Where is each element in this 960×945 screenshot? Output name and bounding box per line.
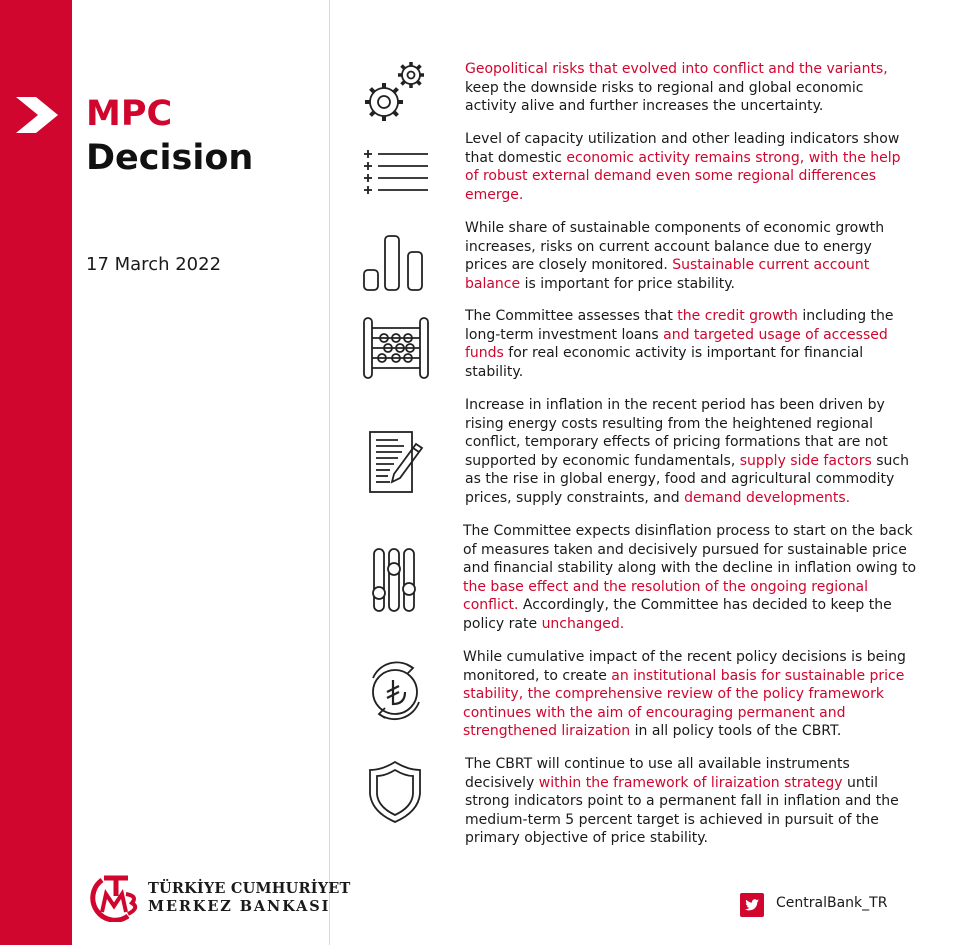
body-text: Level of capacity utilization and other leading indicators show that domestic <box>465 131 900 166</box>
body-text: for real economic activity is important for financial stability. <box>465 345 864 380</box>
bank-name-line-1: TÜRKİYE CUMHURİYET <box>148 880 351 897</box>
body-text: in all policy tools of the CBRT. <box>630 723 842 739</box>
document-pen-icon <box>368 430 426 496</box>
highlight-text: supply side factors <box>739 452 872 469</box>
highlight-text: demand developments. <box>684 489 851 506</box>
gears-icon <box>362 60 430 126</box>
title-line-1: MPC <box>86 94 173 134</box>
item-text-5 <box>465 396 920 507</box>
twitter-icon[interactable] <box>740 893 764 917</box>
highlight-text: within the framework of liraization strategy <box>538 774 843 791</box>
highlight-text: economic activity remains strong, with the help of robust external demand even some regional differences emerge. <box>465 149 901 203</box>
highlight-text: the base effect and the resolution of the ongoing regional conflict. <box>463 578 869 613</box>
body-text: The CBRT will continue to use all available instruments decisively <box>465 756 850 791</box>
highlight-text: Geopolitical risks that evolved into conflict and the variants, <box>465 61 888 77</box>
item-text-3 <box>465 219 895 293</box>
chevron-right-icon <box>16 97 58 133</box>
shield-icon <box>368 760 422 824</box>
highlight-text: and targeted usage of accessed funds <box>465 326 888 361</box>
item-text-7 <box>463 648 918 741</box>
body-text: The Committee expects disinflation process to start on the back of measures taken and decisively pursued for sustainable price and financial stability along with the decline in inflation owing to <box>463 523 917 576</box>
lira-cycle-icon <box>361 658 429 724</box>
item-text-8 <box>465 755 913 848</box>
twitter-handle[interactable]: CentralBank_TR <box>776 895 888 911</box>
body-text: including the long-term investment loans <box>465 308 894 343</box>
title-line-2: Decision <box>86 138 254 178</box>
sliders-icon <box>370 547 418 613</box>
highlight-text: Sustainable current account balance <box>465 257 870 292</box>
item-text-6 <box>463 522 918 633</box>
highlight-text: unchanged. <box>541 615 625 632</box>
item-text-1 <box>465 60 905 116</box>
item-text-4 <box>465 307 900 381</box>
body-text: is important for price stability. <box>520 275 735 292</box>
cbrt-logo-icon <box>88 872 142 922</box>
body-text: Accordingly, the Committee has decided to keep the policy rate <box>463 597 892 632</box>
vertical-divider <box>329 0 330 945</box>
body-text: keep the downside risks to regional and global economic activity alive and further increases the uncertainty. <box>465 79 864 114</box>
body-text: While cumulative impact of the recent policy decisions is being monitored, to create <box>463 649 906 684</box>
body-text: such as the rise in global energy, food and agricultural commodity prices, supply constraints, and <box>465 452 909 506</box>
page-title <box>86 92 253 180</box>
body-text: The Committee assesses that <box>465 308 678 324</box>
body-text: Increase in inflation in the recent period has been driven by rising energy costs resulting from the heightened regional conflict, temporary effects of pricing formations that are not supported by economic fundamentals, <box>465 397 888 469</box>
item-text-2 <box>465 130 910 204</box>
decision-date: 17 March 2022 <box>86 254 222 275</box>
checklist-icon <box>364 148 430 196</box>
body-text: While share of sustainable components of economic growth increases, risks on current account balance due to energy prices are closely monitored. <box>465 220 885 273</box>
bank-name-line-2: MERKEZ BANKASI <box>148 898 331 915</box>
highlight-text: the credit growth <box>677 308 798 324</box>
body-text: until strong indicators point to a permanent fall in inflation and the medium-term 5 percent target is achieved in pursuit of the primary objective of price stability. <box>465 774 899 846</box>
left-accent-band <box>0 0 72 945</box>
highlight-text: an institutional basis for sustainable price stability, the comprehensive review of the policy framework continues with the aim of encouraging permanent and strengthened liraization <box>463 667 905 739</box>
abacus-icon <box>362 316 430 380</box>
bank-name <box>148 880 351 916</box>
bar-chart-icon <box>362 232 428 292</box>
